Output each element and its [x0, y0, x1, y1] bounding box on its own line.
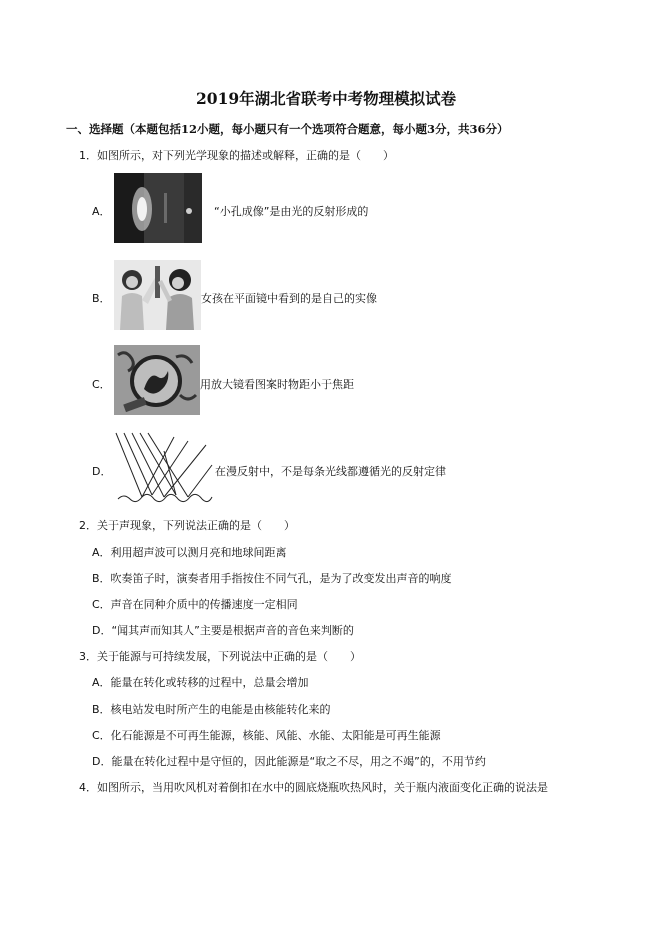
q1-option-d-letter: D．	[92, 465, 112, 478]
q1-option-b-text: 女孩在平面镜中看到的是自己的实像	[201, 292, 377, 305]
q1-option-b-letter: B．	[92, 292, 111, 305]
mirror-girl-photo	[114, 260, 201, 330]
q2-option-d: D．“闻其声而知其人”主要是根据声音的音色来判断的	[92, 624, 354, 637]
magnifier-photo	[114, 345, 200, 415]
page-title: 2019年湖北省联考中考物理模拟试卷	[196, 89, 457, 108]
question-3-stem: 3．关于能源与可持续发展，下列说法中正确的是（ ）	[79, 650, 361, 663]
q1-option-a-letter: A．	[92, 205, 111, 218]
question-4-stem: 4．如图所示，当用吹风机对着倒扣在水中的圆底烧瓶吹热风时，关于瓶内液面变化正确的说法是	[79, 781, 548, 794]
q3-option-d: D．能量在转化过程中是守恒的，因此能源是“取之不尽，用之不竭”的，不用节约	[92, 755, 486, 768]
q3-option-a: A．能量在转化或转移的过程中，总量会增加	[92, 676, 309, 689]
q1-option-c-letter: C．	[92, 378, 111, 391]
q1-option-d-text: 在漫反射中，不是每条光线都遵循光的反射定律	[215, 465, 446, 478]
q2-option-c: C．声音在同种介质中的传播速度一定相同	[92, 598, 298, 611]
section-heading: 一、选择题（本题包括12小题，每小题只有一个选项符合题意，每小题3分，共36分）	[66, 122, 509, 136]
diffuse-reflection-diagram	[114, 431, 215, 505]
q1-option-c-text: 用放大镜看图案时物距小于焦距	[200, 378, 354, 391]
q1-option-a-text: “小孔成像”是由光的反射形成的	[214, 205, 369, 218]
q2-option-a: A．利用超声波可以测月亮和地球间距离	[92, 546, 287, 559]
q3-option-c: C．化石能源是不可再生能源，核能、风能、水能、太阳能是可再生能源	[92, 729, 441, 742]
question-1-stem: 1．如图所示，对下列光学现象的描述或解释，正确的是（ ）	[79, 149, 394, 162]
q2-option-b: B．吹奏笛子时，演奏者用手指按住不同气孔，是为了改变发出声音的响度	[92, 572, 452, 585]
q3-option-b: B．核电站发电时所产生的电能是由核能转化来的	[92, 703, 331, 716]
question-2-stem: 2．关于声现象，下列说法正确的是（ ）	[79, 519, 295, 532]
pinhole-camera-photo	[114, 173, 202, 243]
